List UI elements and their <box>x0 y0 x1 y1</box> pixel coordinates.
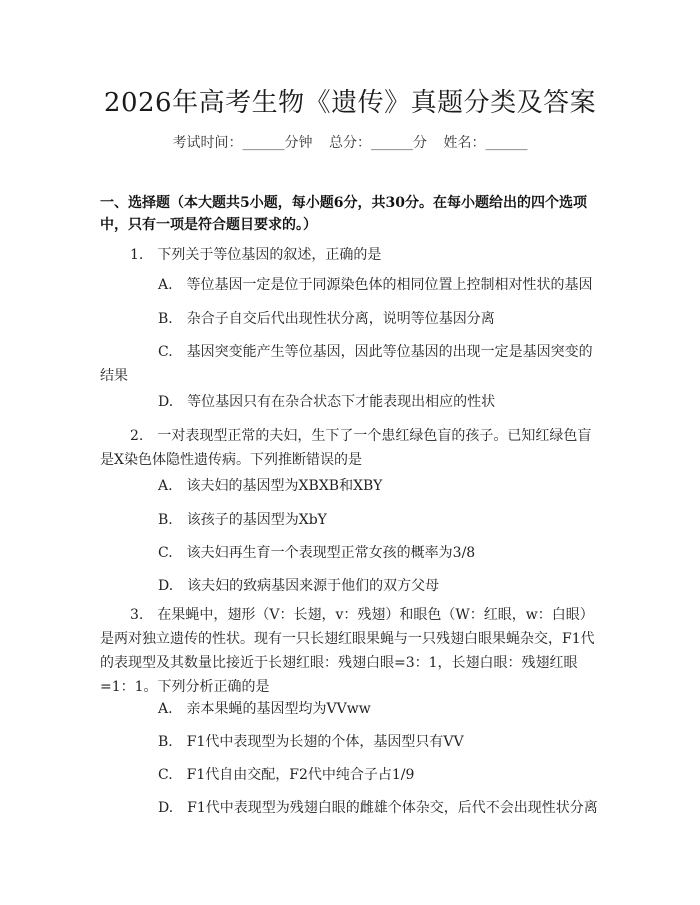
document-title: 2026年高考生物《遗传》真题分类及答案 <box>103 88 597 118</box>
question-3-option-a: A. 亲本果蝇的基因型均为VVww <box>158 701 371 717</box>
total-score-field: 总分：______分 <box>329 135 427 151</box>
exam-info-line <box>0 132 700 152</box>
question-3-option-c: C. F1代自由交配，F2代中纯合子占1/9 <box>158 767 415 783</box>
question-2-option-d: D. 该夫妇的致病基因来源于他们的双方父母 <box>158 578 440 594</box>
question-3-option-b: B. F1代中表现型为长翅的个体，基因型只有VV <box>158 734 464 750</box>
section-heading: 一、选择题（本大题共5小题，每小题6分，共30分。在每小题给出的四个选项中，只有一项是符合题目要求的。） <box>100 195 587 233</box>
question-2-stem: 2. 一对表现型正常的夫妇，生下了一个患红绿色盲的孩子。已知红绿色盲是X染色体隐性遗传病。下列推断错误的是 <box>100 428 592 468</box>
exam-time-field: 考试时间：______分钟 <box>172 135 313 151</box>
question-3-option-d: D. F1代中表现型为残翅白眼的雌雄个体杂交，后代不会出现性状分离 <box>158 800 598 816</box>
question-1-option-b: B. 杂合子自交后代出现性状分离，说明等位基因分离 <box>158 311 495 327</box>
question-1-stem: 1. 下列关于等位基因的叙述，正确的是 <box>130 247 382 263</box>
question-2-option-c: C. 该夫妇再生育一个表现型正常女孩的概率为3/8 <box>158 545 476 561</box>
question-1-option-c: C. 基因突变能产生等位基因，因此等位基因的出现一定是基因突变的结果 <box>100 344 593 384</box>
question-2-option-a: A. 该夫妇的基因型为XBXB和XBY <box>158 478 383 494</box>
student-name-field: 姓名：______ <box>443 135 528 151</box>
question-2-option-b: B. 该孩子的基因型为XbY <box>158 512 327 528</box>
question-1-option-d: D. 等位基因只有在杂合状态下才能表现出相应的性状 <box>158 394 496 410</box>
question-1-option-a: A. 等位基因一定是位于同源染色体的相同位置上控制相对性状的基因 <box>158 277 593 293</box>
question-3-stem: 3. 在果蝇中，翅形（V：长翅，v：残翅）和眼色（W：红眼，w：白眼）是两对独立遗传的性状。现有一只长翅红眼果蝇与一只残翅白眼果蝇杂交，F1代的表现型及其数量比接近于长翅红眼：残翅白眼=3：1，长翅白眼：残翅红眼=1：1。下列分析正确的是 <box>100 607 595 695</box>
